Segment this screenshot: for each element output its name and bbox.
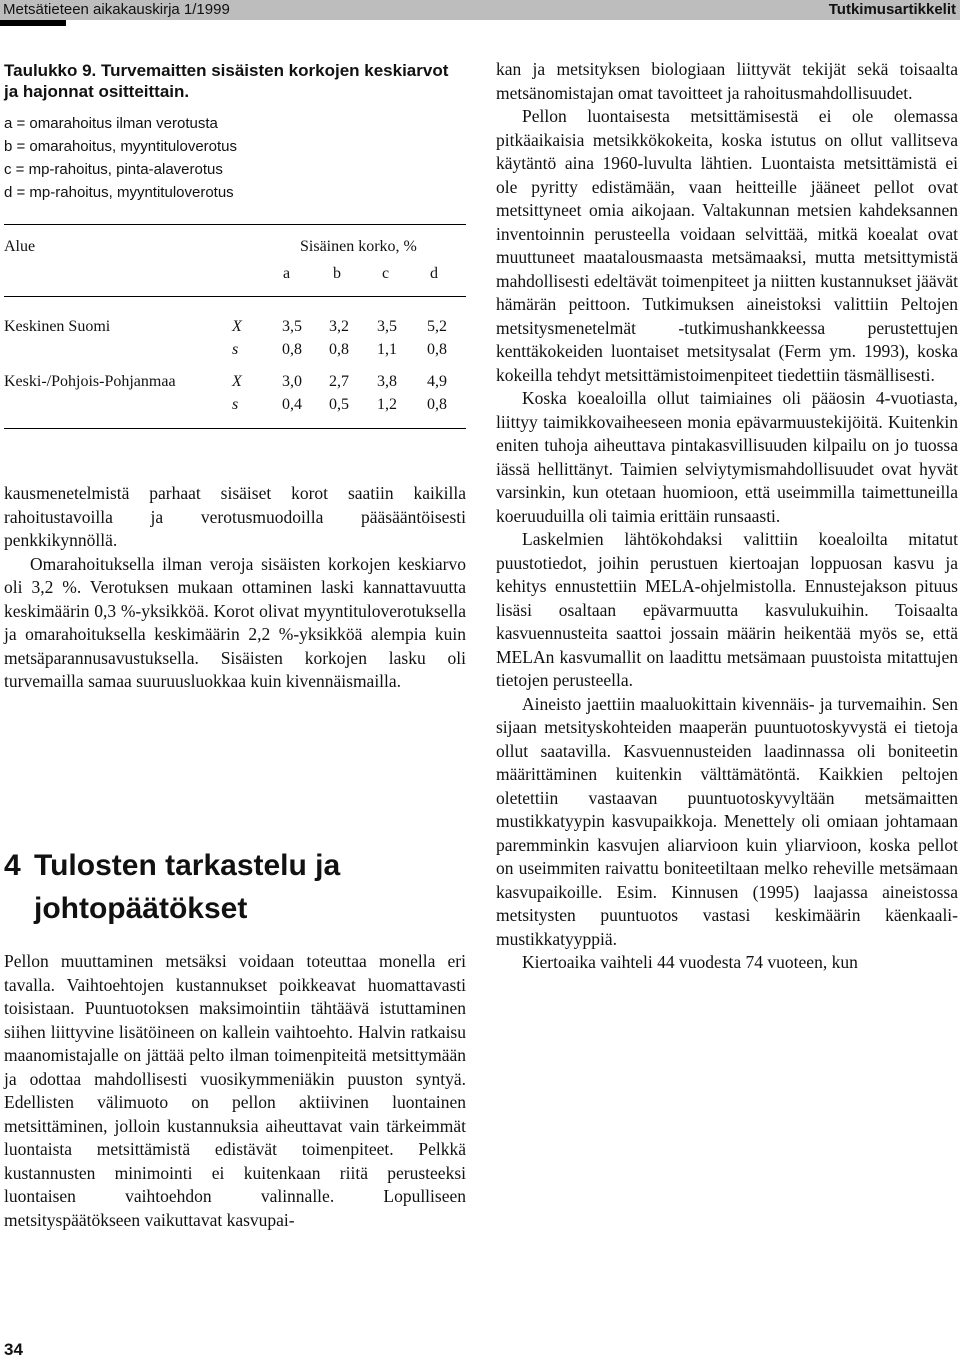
table-cell-value: 1,1 [377,341,397,358]
table-cell-stat: X [232,373,242,390]
paragraph: Omarahoituksella ilman veroja sisäisten korkojen keskiarvo oli 3,2 %. Verotuksen mukaan ottaminen laski kannattavuutta keskimäärin 0,3 %-yksikköä. Korot olivat myyntituloverotuksella ja omarahoituksella keskimäärin 2,2 %-yksikköä alempia kuin metsäparannusavustuksella. Sisäisten korkojen lasku oli turvemailla samaa suuruusluokkaa kuin kivennäismailla. [4,553,466,691]
section-label: Tutkimusartikkelit [828,1,956,18]
column-header-b: b [333,265,341,282]
table-cell-value: 3,0 [282,373,302,390]
column-header-area: Alue [4,238,36,255]
table-cell-value: 5,2 [427,318,447,335]
legend-item: d = mp-rahoitus, myyntituloverotus [4,184,234,201]
header-tab-marker [0,20,66,26]
column-header-group: Sisäinen korko, % [300,238,417,255]
paragraph: Kiertoaika vaihteli 44 vuodesta 74 vuoteen, kun [522,952,858,972]
page-number: 34 [4,1340,23,1359]
section-heading [4,844,466,930]
table-cell-area: Keski-/Pohjois-Pohjanmaa [4,373,176,390]
column-header-c: c [382,265,390,282]
section-title-line2: johtopäätökset [34,892,248,925]
table-cell-value: 2,7 [329,373,349,390]
section-title-line1: Tulosten tarkastelu ja [34,849,341,882]
table-cell-stat: s [232,341,239,358]
legend-item: a = omarahoitus ilman verotusta [4,115,218,132]
table-legend [4,112,466,204]
table-cell-value: 1,2 [377,396,397,413]
paragraph: Aineisto jaettiin maaluokittain kivennäis- ja turvemaihin. Sen sijaan metsityskohteiden maaperän puuntuotoskyvystä ei tietoja ollut saatavilla. Kasvuennusteiden laadinnassa oli boniteetin määrittäminen kuitenkin välttämätöntä. Kaikkien peltojen oletettiin vastaavan puuntuotoskyvyltään metsämaitten mustikkatyypin kasvupaikkoja. Menettely oli omiaan johtamaan paremminkin kasvujen aliarvioon kuin yliarvioon, koska pellot on useimmiten raivattu boniteetiltaan melko reheville metsämaan kasvupaikoille. Esim. Kinnusen (1995) laajassa aineistossa metsitysten puuntuotos vastasi keskimäärin käenkaali-mustikkatyyppiä. [496,693,958,949]
column-header-a: a [283,265,291,282]
table-cell-value: 4,9 [427,373,447,390]
table-cell-value: 0,8 [329,341,349,358]
right-body-text [496,58,958,975]
table-bottom-rule [4,428,466,429]
paragraph: Laskelmien lähtökohdaksi valittiin koealoilta mitatut puustotiedot, joihin perustuen kiertoajan loppuosan kasvu ja kehitys ennustettiin MELA-ohjelmistolla. Ennustejakson pituus lisäsi osaltaan epävarmuutta kasvulukuihin. Toisaalta kasvuennusteita saattoi jossain määrin heikentää myös se, että MELAn kasvumallit on laadittu metsämaan puustoista mitattujen tietojen perusteella. [496,529,958,690]
table-cell-value: 3,5 [377,318,397,335]
section-number: 4 [4,849,21,882]
left-body-text-2 [4,950,466,1232]
table-cell-value: 0,4 [282,396,302,413]
table-cell-value: 0,5 [329,396,349,413]
table-cell-value: 3,8 [377,373,397,390]
table-cell-area: Keskinen Suomi [4,318,111,335]
table-cell-stat: s [232,396,239,413]
table-top-rule [4,224,466,225]
paragraph: Koska koealoilla ollut taimiaines oli pääosin 4-vuotiasta, liittyy taimikkovaiheeseen monia epävarmuustekijöitä. Kuitenkin eniten tuhoja aiheuttava pintakasvillisuuden kilpailu on jo tuossa iässä hellittänyt. Taimien selviytymismahdollisuudet ovat hyvät varsinkin, kun otetaan huomioon, että useimmilla taimettuneilla koeruuduilla oli taimia erittäin runsaasti. [496,388,958,526]
legend-item: c = mp-rahoitus, pinta-alaverotus [4,161,223,178]
table-cell-stat: X [232,318,242,335]
legend-item: b = omarahoitus, myyntituloverotus [4,138,238,155]
table-cell-value: 0,8 [282,341,302,358]
table-cell-value: 3,2 [329,318,349,335]
paragraph: Pellon muuttaminen metsäksi voidaan toteuttaa monella eri tavalla. Vaihtoehtojen kustannukset poikkeavat huomattavasti toisistaan. Puuntuotoksen maksimointiin tähtäävä istuttaminen siihen liittyvine lisätöineen on kallein vaihtoehto. Halvin ratkaisu maanomistajalle on jättää pelto ilman toimenpiteitä metsittymään ja odottaa mahdollisesti vuosikymmeniäkin puuston syntyä. Edellisten välimuoto on pellon aktiivinen luontainen metsittäminen, jolloin kustannuksia aiheuttavat vain tärkeimmät luontaista metsittämistä edistävät toimenpiteet. Pelkkä kustannusten minimointi ei kuitenkaan riitä perusteeksi luontaisen vaihtoehdon valinnalle. Lopulliseen metsityspäätökseen vaikuttavat kasvupai- [4,951,466,1230]
table-header-rule [4,296,466,297]
paragraph: Pellon luontaisesta metsittämisestä ei ole olemassa pitkäaikaisia metsikkökokeita, koska istutus on ollut vallitseva käytäntö aina 1960-luvulta lähtien. Luontaista metsittämistä ei ole pyritty edistämään, vaan heitteille jääneet pellot ovat metsittyneet omia aikojaan. Valtakunnan metsien kahdeksannen inventoinnin perusteella voidaan selvittää, mitkä koealat ovat muuttuneet maatalousmaasta metsämaaksi, mutta metsittymistä mahdollisesti edeltävät toimenpiteet ja niitten kustannukset jäävät hämärän peittoon. Tutkimuksen aineistoksi valittiin Peltojen metsitysmenetelmät -tutkimushankkeessa perustettujen kenttäkokeiden luontaiset metsitysalat (Ferm ym. 1993), koska kokeilla tehdyt metsittämistoimenpiteet tiedettiin täsmällisesti. [496,106,958,385]
journal-title: Metsätieteen aikakauskirja 1/1999 [3,1,230,18]
left-body-text [4,482,466,694]
table-cell-value: 3,5 [282,318,302,335]
paragraph: kan ja metsityksen biologiaan liittyvät tekijät sekä toisaalta metsänomistajan omat tavoitteet ja rahoitusmahdollisuudet. [496,59,958,103]
table-caption: Taulukko 9. Turvemaitten sisäisten korkojen keskiarvot ja hajonnat ositteittain. [4,61,449,101]
table-cell-value: 0,8 [427,396,447,413]
column-header-d: d [430,265,438,282]
table-block [4,60,466,204]
paragraph: kausmenetelmistä parhaat sisäiset korot saatiin kaikilla rahoitustavoilla ja verotusmuodoilla pääsääntöisesti penkkikynnöllä. [4,483,466,550]
table-cell-value: 0,8 [427,341,447,358]
